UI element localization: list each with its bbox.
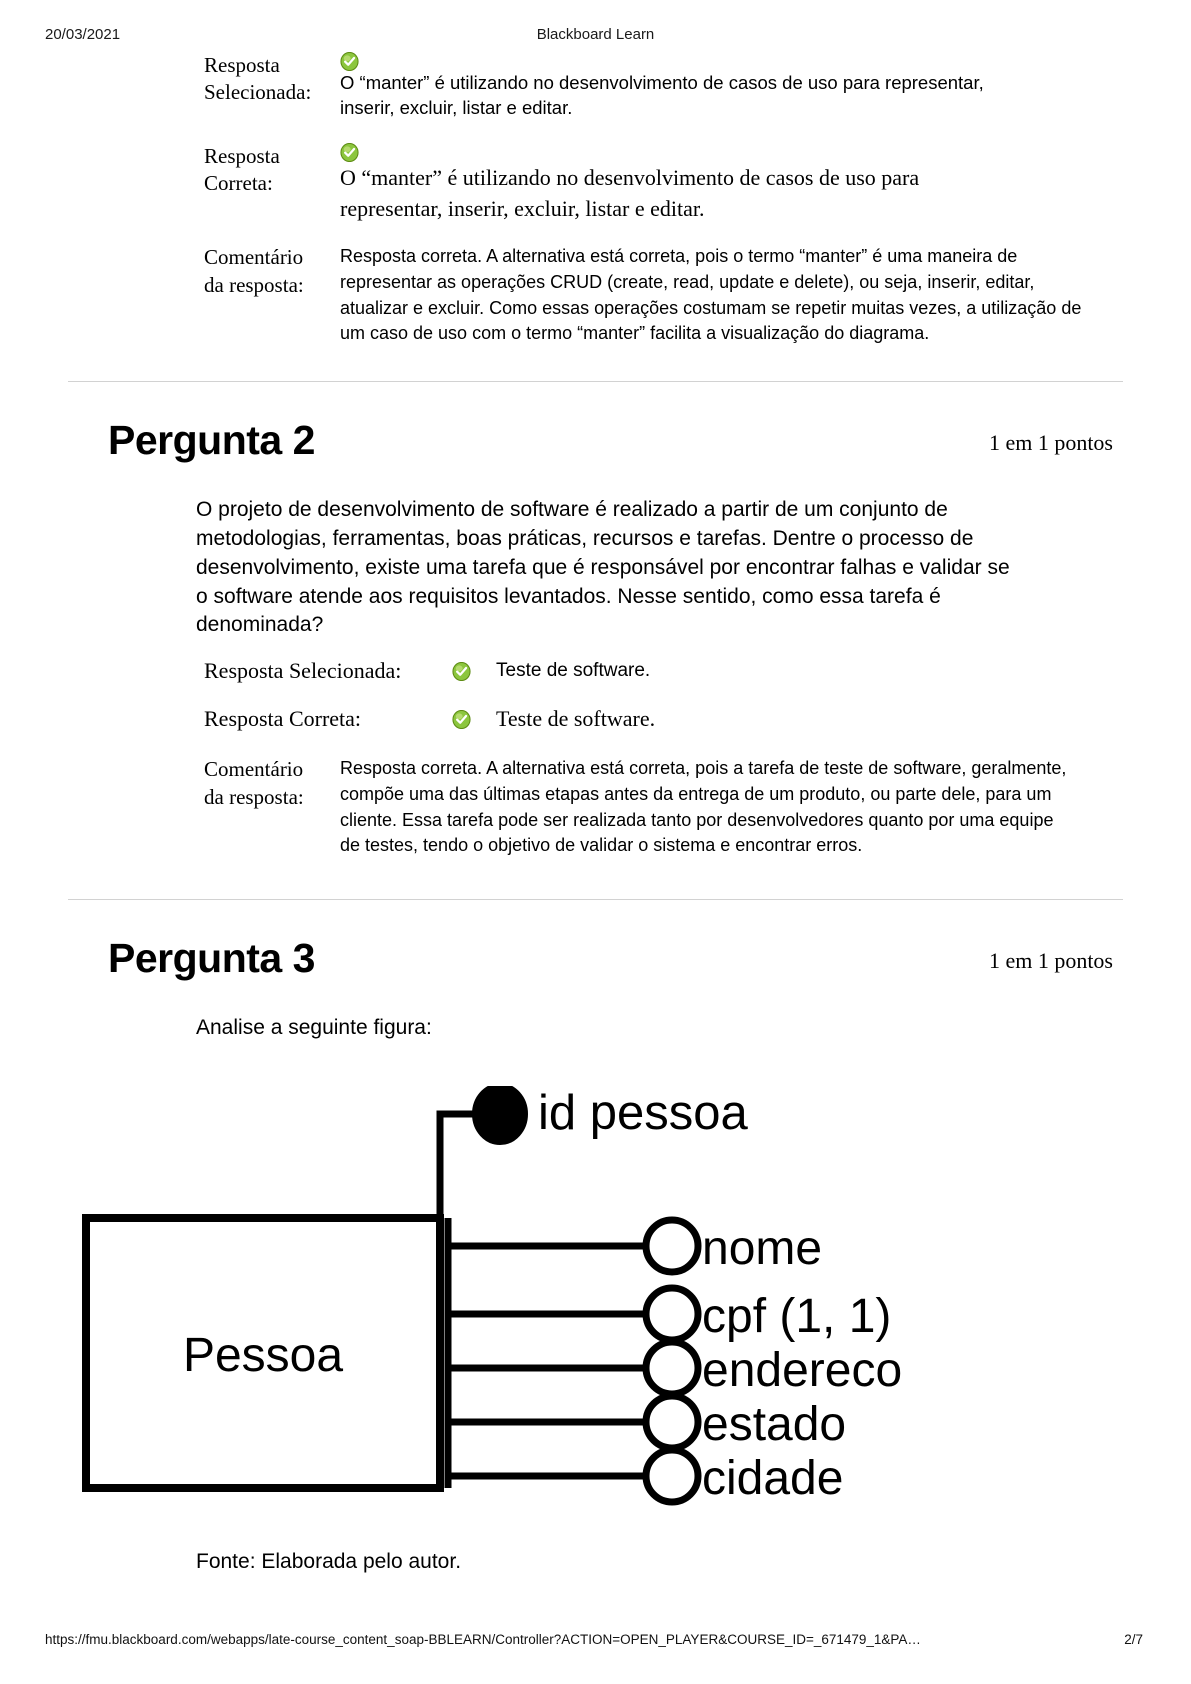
q2-feedback-label-line2: da resposta: [204,784,304,809]
green-check-icon [452,710,496,729]
feedback-row [68,244,1123,346]
correct-answer-label [68,143,340,197]
q2-selected-answer-label: Resposta Selecionada: [204,658,402,684]
q2-feedback-row [68,756,1123,858]
q2-correct-answer-text: Teste de software. [496,706,656,732]
footer-url: https://fmu.blackboard.com/webapps/late-course_content_soap-BBLEARN/Controller?ACTION=OPEN_PLAYER&COURSE_ID=_671479_1&PA… [45,1632,921,1647]
feedback-label [68,244,340,299]
correct-answer-row [68,143,1123,224]
er-attribute-label: estado [702,1397,847,1451]
er-key-attribute-label: id pessoa [538,1085,748,1140]
page-content [68,52,1123,1574]
green-check-icon [452,662,496,681]
print-footer [0,1632,1191,1650]
q2-feedback-text: Resposta correta. A alternativa está correta, pois a tarefa de teste de software, geralmente, compõe uma das últimas etapas antes da entrega de um produto, ou parte dele, para um cliente. Essa tarefa pode ser realizada tanto por desenvolvedores quanto por uma equipe de testes, tendo o objetivo de validar o sistema e encontrar erros. [340,758,1067,856]
er-attribute-label: cpf (1, 1) [702,1289,892,1343]
green-check-icon [340,52,359,71]
section-divider [68,381,1123,382]
question-2-header [68,416,1123,474]
selected-answer-label-line1: Resposta [204,53,280,77]
footer-page-number: 2/7 [1124,1632,1143,1647]
feedback-label-line1: Comentário [204,245,304,270]
er-attribute-node [646,1288,698,1340]
question-2-title: Pergunta 2 [108,416,315,463]
selected-answer-label-line2: Selecionada: [204,79,312,104]
correct-answer-text: O “manter” é utilizando no desenvolvimento de casos de uso para representar, inserir, excluir, listar e editar. [340,164,920,222]
question-3-header [68,934,1123,992]
q2-correct-answer-label: Resposta Correta: [204,706,362,732]
q2-selected-answer-row [204,658,1123,684]
figure-source-caption: Fonte: Elaborada pelo autor. [196,1549,462,1573]
feedback-text: Resposta correta. A alternativa está correta, pois o termo “manter” é uma maneira de representar as operações CRUD (create, read, update e delete), ou seja, inserir, editar, atualizar e excluir. Como essas operações costumam se repetir muitas vezes, a utilização de um caso de uso com o termo “manter” facilita a visualização do diagrama. [340,246,1082,344]
question-2-block [68,416,1123,859]
selected-answer-label [68,52,340,106]
er-attribute-label: nome [702,1221,823,1275]
print-page-title: Blackboard Learn [536,26,655,43]
green-check-icon [340,143,359,162]
feedback-label-line2: da resposta: [204,272,304,297]
print-date: 20/03/2021 [45,26,121,43]
section-divider [68,899,1123,900]
er-attribute-node [646,1450,698,1502]
er-attribute-node [646,1220,698,1272]
correct-answer-label-line2: Correta: [204,170,273,195]
er-key-attribute-node [474,1086,526,1143]
question-3-points: 1 em 1 pontos [988,947,1113,973]
er-attribute-label: cidade [702,1451,844,1505]
question-1-answer-block [68,52,1123,347]
question-2-stem: O projeto de desenvolvimento de software é realizado a partir de um conjunto de metodologias, ferramentas, boas práticas, recursos e tarefas. Dentre o processo de desenvolvimento, existe uma tarefa que é responsável por encontrar falhas e validar se o software atende aos requisitos levantados. Nesse sentido, como essa tarefa é denominada? [196,497,1010,637]
print-header [0,26,1191,46]
q2-feedback-label [68,756,340,811]
er-diagram [68,1086,1123,1526]
question-3-title: Pergunta 3 [108,934,315,981]
er-attribute-node [646,1396,698,1448]
er-attribute-label: endereco [702,1343,903,1397]
q2-correct-answer-row [204,706,1123,732]
correct-answer-body [340,143,1123,224]
correct-answer-label-line1: Resposta [204,143,280,168]
selected-answer-row [68,52,1123,121]
question-3-stem: Analise a seguinte figura: [196,1015,432,1039]
question-2-points: 1 em 1 pontos [988,429,1113,455]
selected-answer-body [340,52,1123,121]
selected-answer-text: O “manter” é utilizando no desenvolvimento de casos de uso para representar, inserir, excluir, listar e editar. [340,72,984,118]
er-entity-label: Pessoa [182,1328,344,1382]
er-attribute-node [646,1342,698,1394]
q2-selected-answer-text: Teste de software. [496,660,651,682]
question-3-block [68,934,1123,1574]
q2-feedback-label-line1: Comentário [204,757,304,782]
